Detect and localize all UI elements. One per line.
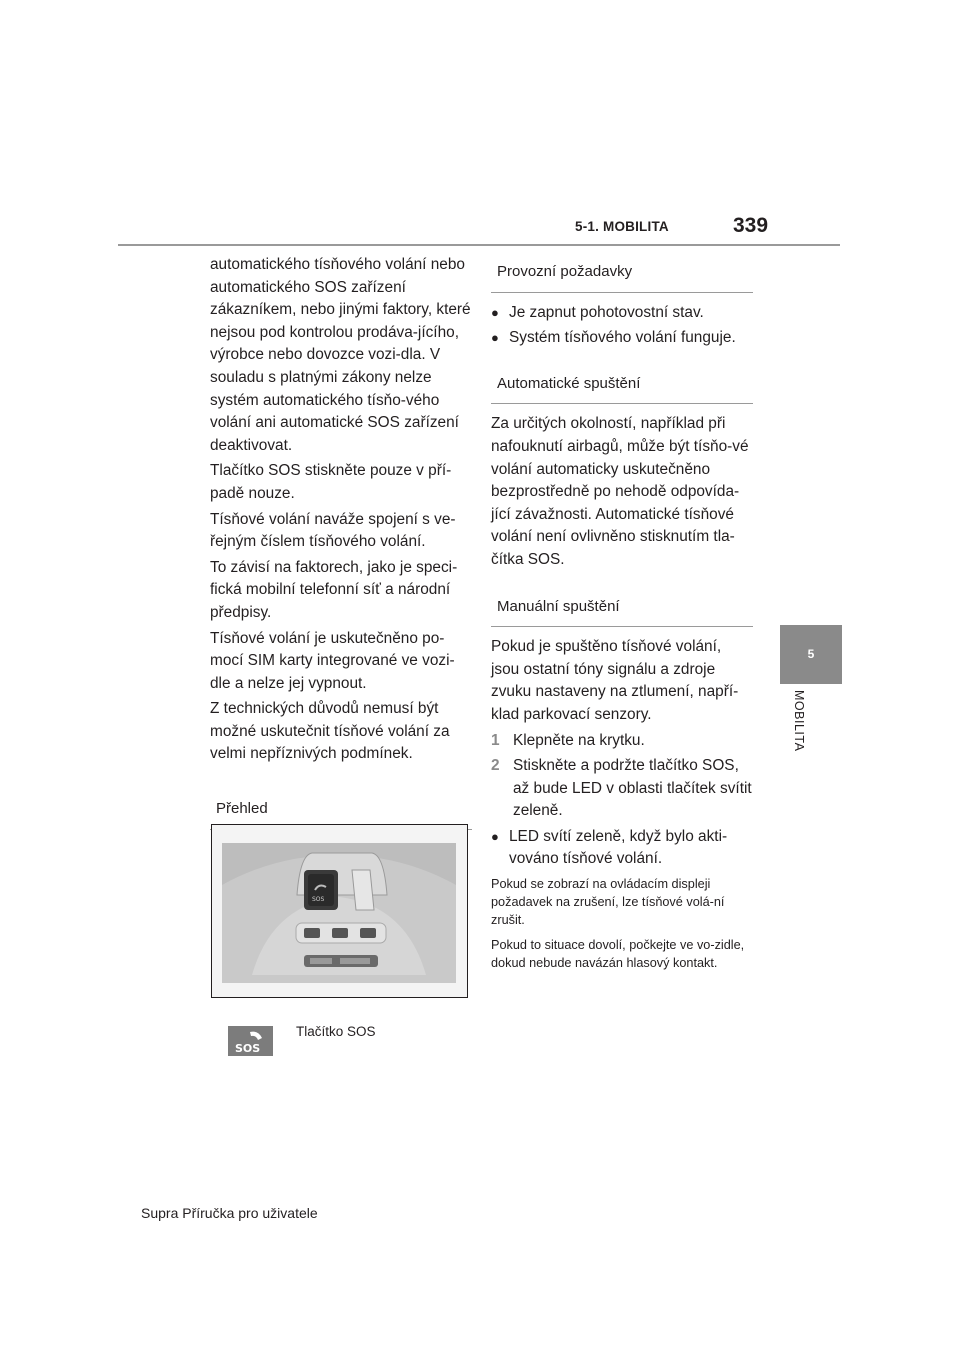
overview-heading: Přehled bbox=[210, 791, 472, 830]
manual-trigger-heading: Manuální spuštění bbox=[491, 589, 753, 628]
requirements-heading: Provozní požadavky bbox=[491, 254, 753, 293]
paragraph: Tlačítko SOS stiskněte pouze v pří-padě nouze. bbox=[210, 462, 452, 502]
list-item bbox=[491, 302, 753, 325]
sos-button-icon bbox=[228, 1026, 273, 1056]
note: Pokud se zobrazí na ovládacím displeji požadavek na zrušení, lze tísňové volá-ní zrušit. bbox=[491, 877, 725, 928]
sos-icon-text: SOS bbox=[235, 1042, 261, 1055]
auto-trigger-heading: Automatické spuštění bbox=[491, 366, 753, 405]
sos-caption: Tlačítko SOS bbox=[296, 1024, 376, 1039]
header-divider bbox=[118, 244, 840, 246]
paragraph: Tísňové volání naváže spojení s ve-řejným číslem tísňového volání. bbox=[210, 510, 456, 551]
step-text: Klepněte na krytku. bbox=[513, 731, 645, 749]
paragraph: Za určitých okolností, například při nafouknutí airbagů, může být tísňo-vé volání automaticky uskutečněno bezprostředně po nehodě odpovída-jící závažnosti. Automatické tísňové volání není ovlivněno stisknutím tla-čítka SOS. bbox=[491, 415, 749, 568]
step-number: 2 bbox=[491, 757, 500, 775]
step-text: Stiskněte a podržte tlačítko SOS, až bude LED v oblasti tlačítek svítit zeleně. bbox=[513, 757, 752, 820]
page-number: 339 bbox=[733, 214, 769, 237]
bullet-icon: ● bbox=[491, 330, 499, 346]
bullet-icon: ● bbox=[491, 304, 499, 320]
paragraph: Pokud je spuštěno tísňové volání, jsou ostatní tóny signálu a zdroje zvuku nastaveny na ztlumení, napří-klad parkovací senzory. bbox=[491, 638, 739, 723]
list-item bbox=[491, 327, 753, 350]
paragraph: Tísňové volání je uskutečněno po-mocí SIM karty integrované ve vozi-dle a nelze jej vypnout. bbox=[210, 629, 455, 692]
chapter-tab: 5 bbox=[780, 625, 842, 684]
list-item bbox=[491, 826, 753, 871]
section-title: 5-1. MOBILITA bbox=[575, 219, 669, 234]
chapter-label: MOBILITA bbox=[792, 690, 806, 752]
right-column bbox=[491, 254, 753, 979]
paragraph: automatického tísňového volání nebo automatického SOS zařízení zákazníkem, nebo jinými faktory, které nejsou pod kontrolou prodáva-jícího, výrobce nebo dovozce vozi-dla. V souladu s platnými zákony nelze systém automatického tísňo-vého volání ani automatické SOS zařízení deaktivovat. bbox=[210, 256, 471, 454]
phone-sos-icon bbox=[228, 1026, 273, 1056]
list-item-text: Je zapnut pohotovostní stav. bbox=[509, 303, 704, 321]
list-item-text: LED svítí zeleně, když bylo akti-vováno tísňové volání. bbox=[509, 827, 728, 868]
step-item bbox=[491, 730, 753, 753]
note: Pokud to situace dovolí, počkejte ve vo-zidle, dokud nebude navázán hlasový kontakt. bbox=[491, 938, 745, 971]
list-item-text: Systém tísňového volání funguje. bbox=[509, 329, 736, 347]
step-number: 1 bbox=[491, 731, 500, 749]
console-drawing bbox=[212, 825, 466, 996]
step-item bbox=[491, 755, 753, 823]
footer-text: Supra Příručka pro uživatele bbox=[141, 1205, 318, 1221]
overhead-console-illustration bbox=[211, 824, 468, 998]
left-column bbox=[210, 254, 472, 839]
bullet-icon: ● bbox=[491, 828, 499, 844]
svg-text:SOS: SOS bbox=[312, 896, 325, 903]
paragraph: Z technických důvodů nemusí být možné uskutečnit tísňové volání za velmi nepříznivých podmínek. bbox=[210, 700, 450, 763]
paragraph: To závisí na faktorech, jako je speci-fická mobilní telefonní síť a národní předpisy. bbox=[210, 558, 458, 621]
